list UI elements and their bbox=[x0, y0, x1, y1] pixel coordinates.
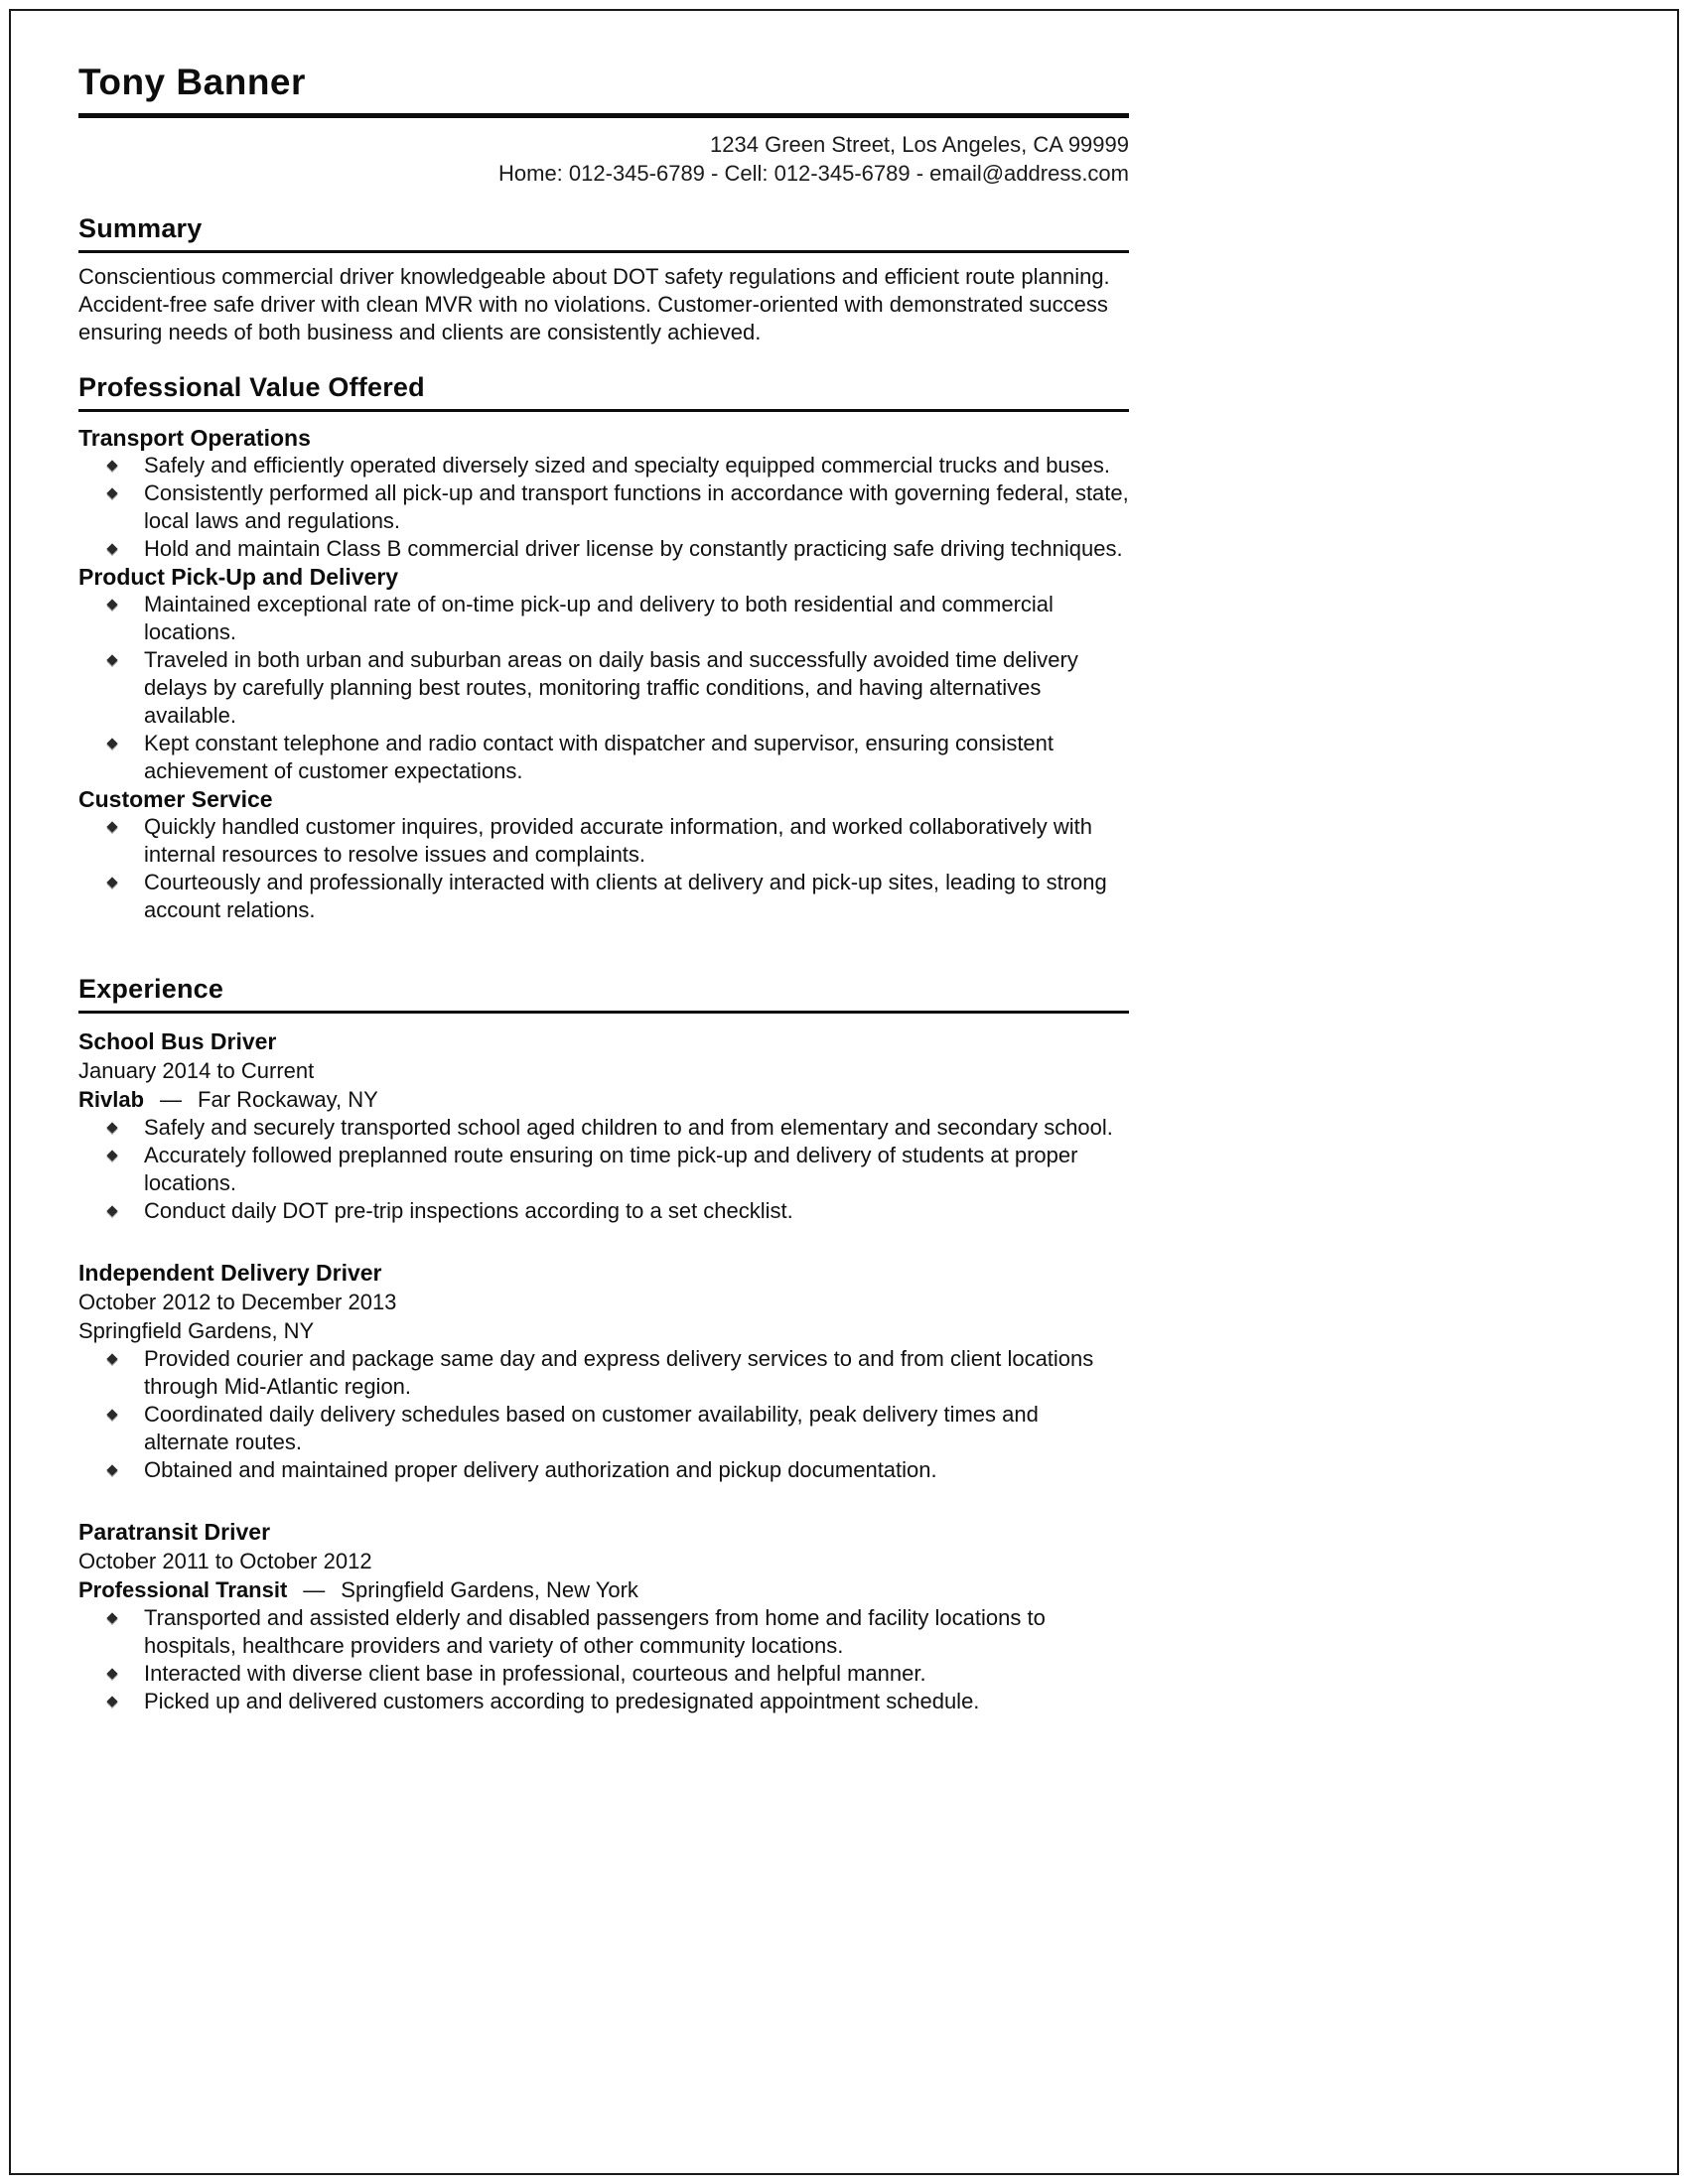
bullet-text: Traveled in both urban and suburban areas on daily basis and successfully avoided time delivery delays by carefully planning best routes, monitoring traffic conditions, and having alternatives available. bbox=[144, 646, 1078, 728]
summary-section-title: Summary bbox=[78, 213, 1129, 253]
job-title: Independent Delivery Driver bbox=[78, 1259, 382, 1286]
bullet-text: Interacted with diverse client base in professional, courteous and helpful manner. bbox=[144, 1660, 926, 1686]
job-location: Springfield Gardens, New York bbox=[341, 1576, 638, 1602]
list-item bbox=[78, 1660, 1129, 1688]
bullet-icon bbox=[106, 599, 117, 610]
company-location-separator: — bbox=[303, 1576, 326, 1602]
summary-text: Conscientious commercial driver knowledgeable about DOT safety regulations and efficient route planning. Accident-free safe driver with clean MVR with no violations. Customer-oriented with demonstrated success ensuring needs of both business and clients are consistently achieved. bbox=[78, 263, 1110, 344]
phone-email-line: Home: 012-345-6789 - Cell: 012-345-6789 - email@address.com bbox=[498, 160, 1129, 186]
bullet-list bbox=[78, 1345, 1129, 1484]
bullet-icon bbox=[106, 1205, 117, 1216]
job-entry-school-bus-driver bbox=[78, 1027, 1129, 1225]
bullet-text: Provided courier and package same day and express delivery services to and from client locations through Mid-Atlantic region. bbox=[144, 1345, 1094, 1399]
bullet-text: Coordinated daily delivery schedules based on customer availability, peak delivery times and alternate routes. bbox=[144, 1401, 1039, 1454]
bullet-text: Transported and assisted elderly and disabled passengers from home and facility locations to hospitals, healthcare providers and variety of other community locations. bbox=[144, 1604, 1046, 1658]
bullet-text: Safely and efficiently operated diversely sized and specialty equipped commercial trucks and buses. bbox=[144, 452, 1111, 478]
list-item bbox=[78, 869, 1129, 924]
job-entry-paratransit-driver bbox=[78, 1518, 1129, 1715]
list-item bbox=[78, 730, 1129, 785]
job-location: Far Rockaway, NY bbox=[198, 1086, 378, 1112]
bullet-icon bbox=[106, 1150, 117, 1160]
bullet-icon bbox=[106, 877, 117, 887]
bullet-icon bbox=[106, 1464, 117, 1475]
bullet-text: Safely and securely transported school aged children to and from elementary and secondary school. bbox=[144, 1114, 1113, 1140]
job-title: School Bus Driver bbox=[78, 1027, 277, 1054]
list-item bbox=[78, 813, 1129, 869]
bullet-text: Accurately followed preplanned route ensuring on time pick-up and delivery of students at proper locations. bbox=[144, 1142, 1078, 1195]
bullet-icon bbox=[106, 543, 117, 554]
bullet-text: Kept constant telephone and radio contact with dispatcher and supervisor, ensuring consistent achievement of customer expectations. bbox=[144, 730, 1055, 783]
job-dates: January 2014 to Current bbox=[78, 1057, 315, 1083]
bullet-text: Courteously and professionally interacted with clients at delivery and pick-up sites, leading to strong account relations. bbox=[144, 869, 1107, 922]
list-item bbox=[78, 1688, 1129, 1715]
list-item bbox=[78, 535, 1129, 563]
bullet-icon bbox=[106, 1612, 117, 1623]
bullet-list bbox=[78, 452, 1129, 563]
bullet-icon bbox=[106, 1122, 117, 1133]
bullet-list bbox=[78, 1604, 1129, 1715]
bullet-text: Consistently performed all pick-up and transport functions in accordance with governing federal, state, local laws and regulations. bbox=[144, 479, 1129, 533]
list-item bbox=[78, 1142, 1129, 1197]
company-name: Rivlab bbox=[78, 1086, 145, 1112]
list-item bbox=[78, 479, 1129, 535]
job-company-line bbox=[78, 1575, 1129, 1604]
contact-block bbox=[78, 130, 1129, 188]
bullet-text: Picked up and delivered customers according to predesignated appointment schedule. bbox=[144, 1688, 980, 1713]
bullet-icon bbox=[106, 460, 117, 471]
bullet-list bbox=[78, 1114, 1129, 1225]
job-company-line bbox=[78, 1085, 1129, 1114]
professional-value-section-title: Professional Value Offered bbox=[78, 372, 1129, 412]
bullet-list bbox=[78, 591, 1129, 785]
experience-section-title: Experience bbox=[78, 974, 1129, 1014]
bullet-text: Conduct daily DOT pre-trip inspections according to a set checklist. bbox=[144, 1197, 793, 1223]
company-location-separator: — bbox=[160, 1086, 183, 1112]
bullet-text: Maintained exceptional rate of on-time pick-up and delivery to both residential and commercial locations. bbox=[144, 591, 1054, 644]
person-name: Tony Banner bbox=[78, 62, 306, 102]
bullet-icon bbox=[106, 738, 117, 749]
list-item bbox=[78, 646, 1129, 730]
bullet-icon bbox=[106, 654, 117, 665]
bullet-icon bbox=[106, 1353, 117, 1364]
bullet-icon bbox=[106, 1696, 117, 1706]
list-item bbox=[78, 1114, 1129, 1142]
bullet-text: Obtained and maintained proper delivery authorization and pickup documentation. bbox=[144, 1456, 937, 1482]
bullet-icon bbox=[106, 1668, 117, 1679]
bullet-icon bbox=[106, 1409, 117, 1420]
company-name: Professional Transit bbox=[78, 1576, 288, 1602]
list-item bbox=[78, 1604, 1129, 1660]
bullet-text: Quickly handled customer inquires, provided accurate information, and worked collaboratively with internal resources to resolve issues and complaints. bbox=[144, 813, 1093, 867]
job-dates: October 2012 to December 2013 bbox=[78, 1289, 397, 1314]
group-heading-transport-operations: Transport Operations bbox=[78, 424, 311, 451]
list-item bbox=[78, 1456, 1129, 1484]
bullet-icon bbox=[106, 821, 117, 832]
resume-document bbox=[78, 0, 1129, 1715]
list-item bbox=[78, 452, 1129, 479]
bullet-icon bbox=[106, 487, 117, 498]
group-heading-product-pickup-delivery: Product Pick-Up and Delivery bbox=[78, 563, 399, 590]
job-dates: October 2011 to October 2012 bbox=[78, 1548, 372, 1573]
bullet-list bbox=[78, 813, 1129, 924]
job-entry-independent-delivery-driver bbox=[78, 1259, 1129, 1484]
job-location: Springfield Gardens, NY bbox=[78, 1317, 315, 1343]
header-divider bbox=[78, 113, 1129, 118]
job-title: Paratransit Driver bbox=[78, 1518, 271, 1545]
bullet-text: Hold and maintain Class B commercial driver license by constantly practicing safe driving techniques. bbox=[144, 535, 1123, 561]
group-heading-customer-service: Customer Service bbox=[78, 785, 273, 812]
list-item bbox=[78, 1197, 1129, 1225]
address-line: 1234 Green Street, Los Angeles, CA 99999 bbox=[710, 131, 1129, 157]
list-item bbox=[78, 1401, 1129, 1456]
list-item bbox=[78, 591, 1129, 646]
list-item bbox=[78, 1345, 1129, 1401]
